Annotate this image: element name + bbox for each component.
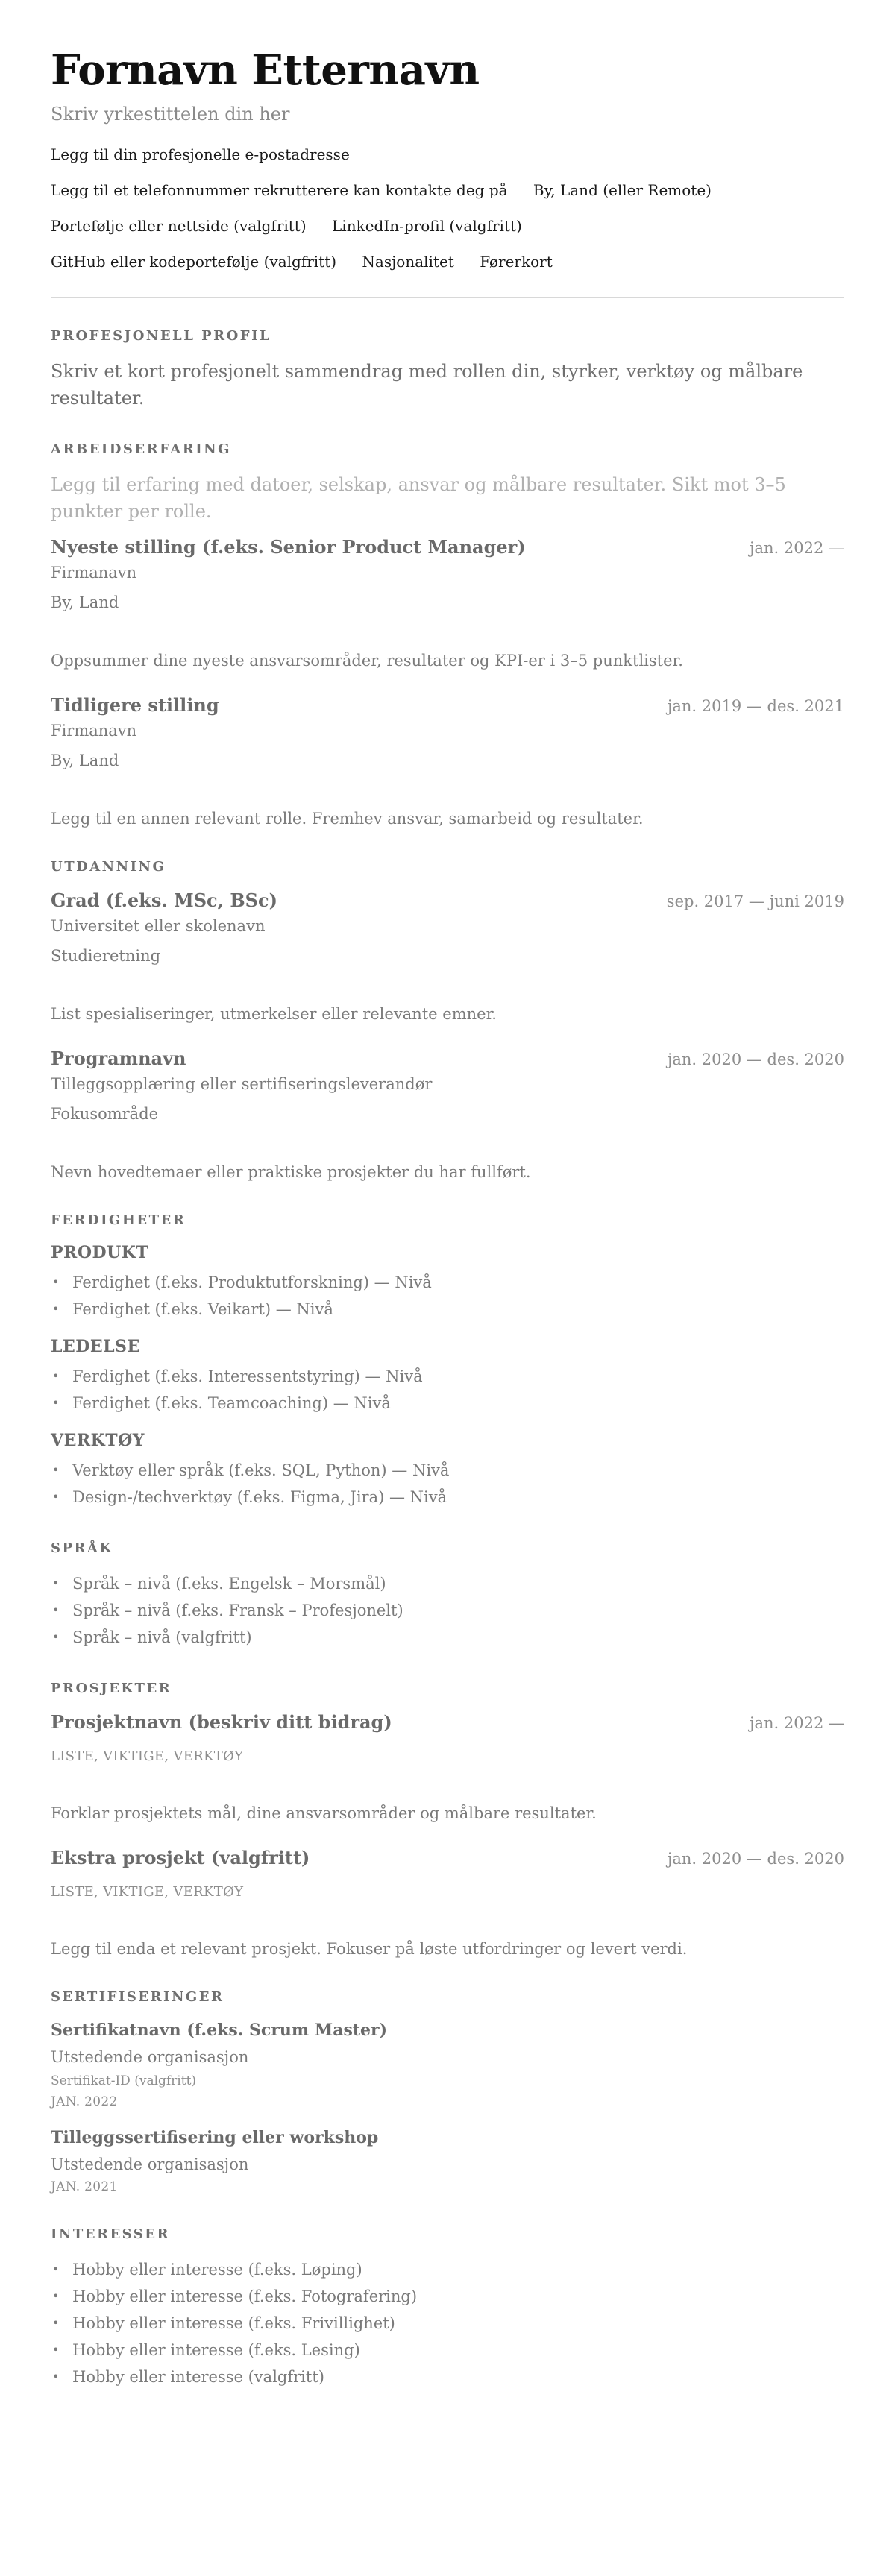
section-experience xyxy=(51,441,844,829)
company-name[interactable]: Firmanavn xyxy=(51,722,137,740)
language-item[interactable] xyxy=(51,1570,844,1597)
section-profile xyxy=(51,328,844,412)
job-location[interactable]: By, Land xyxy=(51,752,119,769)
certificate-id[interactable]: Sertifikat-ID (valgfritt) xyxy=(51,2073,197,2088)
bullet-icon: • xyxy=(52,1396,60,1410)
education-entry xyxy=(51,889,844,1024)
date-range[interactable]: jan. 2020 — des. 2020 xyxy=(667,1850,844,1868)
date-range[interactable]: jan. 2022 — xyxy=(749,539,844,557)
degree-title[interactable]: Programnavn xyxy=(51,1048,186,1069)
bullet-icon: • xyxy=(52,1576,60,1590)
project-description[interactable]: Legg til enda et relevant prosjekt. Fokuser på løste utfordringer og levert verdi. xyxy=(51,1940,688,1958)
skill-text: Ferdighet (f.eks. Teamcoaching) — Nivå xyxy=(72,1394,391,1412)
profile-summary[interactable]: Skriv et kort profesjonelt sammendrag med rollen din, styrker, verktøy og målbare resultater. xyxy=(51,361,803,409)
project-entry xyxy=(51,1846,844,1959)
section-skills xyxy=(51,1212,844,1511)
contact-row xyxy=(51,145,844,164)
contact-row xyxy=(51,180,844,200)
job-location[interactable]: By, Land xyxy=(51,593,119,611)
bullet-icon: • xyxy=(52,2316,60,2330)
skill-group-verktoy xyxy=(51,1430,844,1511)
bullet-icon: • xyxy=(52,1302,60,1316)
certificate-name[interactable]: Tilleggssertifisering eller workshop xyxy=(51,2128,379,2147)
section-heading: PROSJEKTER xyxy=(51,1681,172,1696)
section-heading: UTDANNING xyxy=(51,859,166,875)
skill-item[interactable] xyxy=(51,1269,844,1296)
education-description[interactable]: List spesialiseringer, utmerkelser eller relevante emner. xyxy=(51,1005,497,1023)
skill-text: Ferdighet (f.eks. Veikart) — Nivå xyxy=(72,1300,333,1318)
issuing-organization[interactable]: Utstedende organisasjon xyxy=(51,2048,249,2066)
section-heading: FERDIGHETER xyxy=(51,1212,186,1228)
section-languages xyxy=(51,1540,844,1651)
certification-entry xyxy=(51,2019,844,2111)
interest-text: Hobby eller interesse (f.eks. Frivillighet) xyxy=(72,2314,395,2332)
resume-header xyxy=(51,46,844,271)
contact-row xyxy=(51,216,844,236)
experience-hint: Legg til erfaring med datoer, selskap, ansvar og målbare resultater. Sikt mot 3–5 punkter per rolle. xyxy=(51,474,786,522)
field-of-study[interactable]: Studieretning xyxy=(51,947,161,965)
issuing-organization[interactable]: Utstedende organisasjon xyxy=(51,2155,249,2173)
interest-item[interactable] xyxy=(51,2283,844,2310)
language-text: Språk – nivå (valgfritt) xyxy=(72,1628,252,1646)
institution-name[interactable]: Universitet eller skolenavn xyxy=(51,917,266,935)
experience-entry xyxy=(51,535,844,671)
skill-text: Ferdighet (f.eks. Interessentstyring) — Nivå xyxy=(72,1367,423,1385)
bullet-icon: • xyxy=(52,2262,60,2276)
phone-field[interactable]: Legg til et telefonnummer rekrutterere kan kontakte deg på xyxy=(51,181,508,199)
degree-title[interactable]: Grad (f.eks. MSc, BSc) xyxy=(51,889,277,911)
section-heading: PROFESJONELL PROFIL xyxy=(51,328,271,344)
project-description[interactable]: Forklar prosjektets mål, dine ansvarsområder og målbare resultater. xyxy=(51,1804,597,1822)
portfolio-link[interactable]: Portefølje eller nettside (valgfritt) xyxy=(51,217,307,235)
interest-text: Hobby eller interesse (valgfritt) xyxy=(72,2368,324,2386)
skill-group-heading[interactable]: VERKTØY xyxy=(51,1431,145,1450)
bullet-icon: • xyxy=(52,1275,60,1289)
education-entry xyxy=(51,1047,844,1182)
bullet-icon: • xyxy=(52,1369,60,1383)
certificate-date[interactable]: JAN. 2021 xyxy=(51,2179,118,2194)
skill-item[interactable] xyxy=(51,1390,844,1417)
interest-text: Hobby eller interesse (f.eks. Løping) xyxy=(72,2261,362,2279)
job-description[interactable]: Legg til en annen relevant rolle. Fremhev ansvar, samarbeid og resultater. xyxy=(51,810,644,828)
date-range[interactable]: jan. 2019 — des. 2021 xyxy=(667,697,844,715)
date-range[interactable]: jan. 2020 — des. 2020 xyxy=(667,1051,844,1068)
interest-text: Hobby eller interesse (f.eks. Fotografering) xyxy=(72,2287,418,2305)
interest-text: Hobby eller interesse (f.eks. Lesing) xyxy=(72,2341,360,2359)
job-description[interactable]: Oppsummer dine nyeste ansvarsområder, resultater og KPI-er i 3–5 punktlister. xyxy=(51,652,683,670)
skill-item[interactable] xyxy=(51,1457,844,1484)
interest-item[interactable] xyxy=(51,2310,844,2337)
skill-item[interactable] xyxy=(51,1363,844,1390)
section-heading: ARBEIDSERFARING xyxy=(51,441,231,457)
date-range[interactable]: jan. 2022 — xyxy=(749,1714,844,1732)
full-name[interactable]: Fornavn Etternavn xyxy=(51,45,480,95)
bullet-icon: • xyxy=(52,1463,60,1477)
skill-group-produkt xyxy=(51,1242,844,1323)
linkedin-link[interactable]: LinkedIn-profil (valgfritt) xyxy=(332,217,522,235)
skill-text: Verktøy eller språk (f.eks. SQL, Python) — Nivå xyxy=(72,1461,450,1479)
github-link[interactable]: GitHub eller kodeportefølje (valgfritt) xyxy=(51,253,337,271)
section-projects xyxy=(51,1681,844,1959)
section-certifications xyxy=(51,1989,844,2196)
field-of-study[interactable]: Fokusområde xyxy=(51,1105,159,1123)
bullet-icon: • xyxy=(52,1603,60,1617)
job-title[interactable]: Skriv yrkestittelen din her xyxy=(51,104,290,125)
language-text: Språk – nivå (f.eks. Fransk – Profesjonelt) xyxy=(72,1602,403,1619)
project-tags[interactable]: LISTE, VIKTIGE, VERKTØY xyxy=(51,1884,244,1900)
bullet-icon: • xyxy=(52,2343,60,2357)
skill-text: Ferdighet (f.eks. Produktutforskning) — Nivå xyxy=(72,1273,432,1291)
company-name[interactable]: Firmanavn xyxy=(51,564,137,582)
contact-row xyxy=(51,252,844,271)
bullet-icon: • xyxy=(52,1630,60,1644)
header-divider xyxy=(51,297,844,298)
certificate-name[interactable]: Sertifikatnavn (f.eks. Scrum Master) xyxy=(51,2021,387,2040)
location-field[interactable]: By, Land (eller Remote) xyxy=(533,181,712,199)
project-entry xyxy=(51,1710,844,1824)
project-title[interactable]: Prosjektnavn (beskriv ditt bidrag) xyxy=(51,1711,392,1733)
certificate-date[interactable]: JAN. 2022 xyxy=(51,2094,118,2109)
interest-item[interactable] xyxy=(51,2337,844,2364)
section-interests xyxy=(51,2226,844,2390)
skill-group-heading[interactable]: LEDELSE xyxy=(51,1337,140,1356)
language-item[interactable] xyxy=(51,1624,844,1651)
language-item[interactable] xyxy=(51,1597,844,1624)
bullet-icon: • xyxy=(52,1490,60,1504)
section-heading: SERTIFISERINGER xyxy=(51,1989,224,2005)
bullet-icon: • xyxy=(52,2369,60,2384)
skill-group-ledelse xyxy=(51,1336,844,1417)
experience-entry xyxy=(51,693,844,829)
drivers-license-field[interactable]: Førerkort xyxy=(480,253,553,271)
language-text: Språk – nivå (f.eks. Engelsk – Morsmål) xyxy=(72,1575,386,1593)
bullet-icon: • xyxy=(52,2289,60,2303)
job-position[interactable]: Tidligere stilling xyxy=(51,694,219,716)
date-range[interactable]: sep. 2017 — juni 2019 xyxy=(666,892,844,910)
nationality-field[interactable]: Nasjonalitet xyxy=(362,253,454,271)
project-title[interactable]: Ekstra prosjekt (valgfritt) xyxy=(51,1847,310,1868)
skill-item[interactable] xyxy=(51,1296,844,1323)
interest-item[interactable] xyxy=(51,2364,844,2390)
skill-group-heading[interactable]: PRODUKT xyxy=(51,1243,149,1262)
skill-item[interactable] xyxy=(51,1484,844,1511)
job-position[interactable]: Nyeste stilling (f.eks. Senior Product Manager) xyxy=(51,536,526,558)
certification-entry xyxy=(51,2126,844,2196)
contact-info xyxy=(51,145,844,271)
project-tags[interactable]: LISTE, VIKTIGE, VERKTØY xyxy=(51,1748,244,1764)
skill-text: Design-/techverktøy (f.eks. Figma, Jira) — Nivå xyxy=(72,1488,448,1506)
email-field[interactable]: Legg til din profesjonelle e-postadresse xyxy=(51,145,350,163)
institution-name[interactable]: Tilleggsopplæring eller sertifiseringsleverandør xyxy=(51,1075,433,1093)
section-heading: INTERESSER xyxy=(51,2226,170,2242)
interest-item[interactable] xyxy=(51,2256,844,2283)
section-education xyxy=(51,859,844,1182)
section-heading: SPRÅK xyxy=(51,1540,113,1556)
education-description[interactable]: Nevn hovedtemaer eller praktiske prosjekter du har fullført. xyxy=(51,1163,531,1181)
